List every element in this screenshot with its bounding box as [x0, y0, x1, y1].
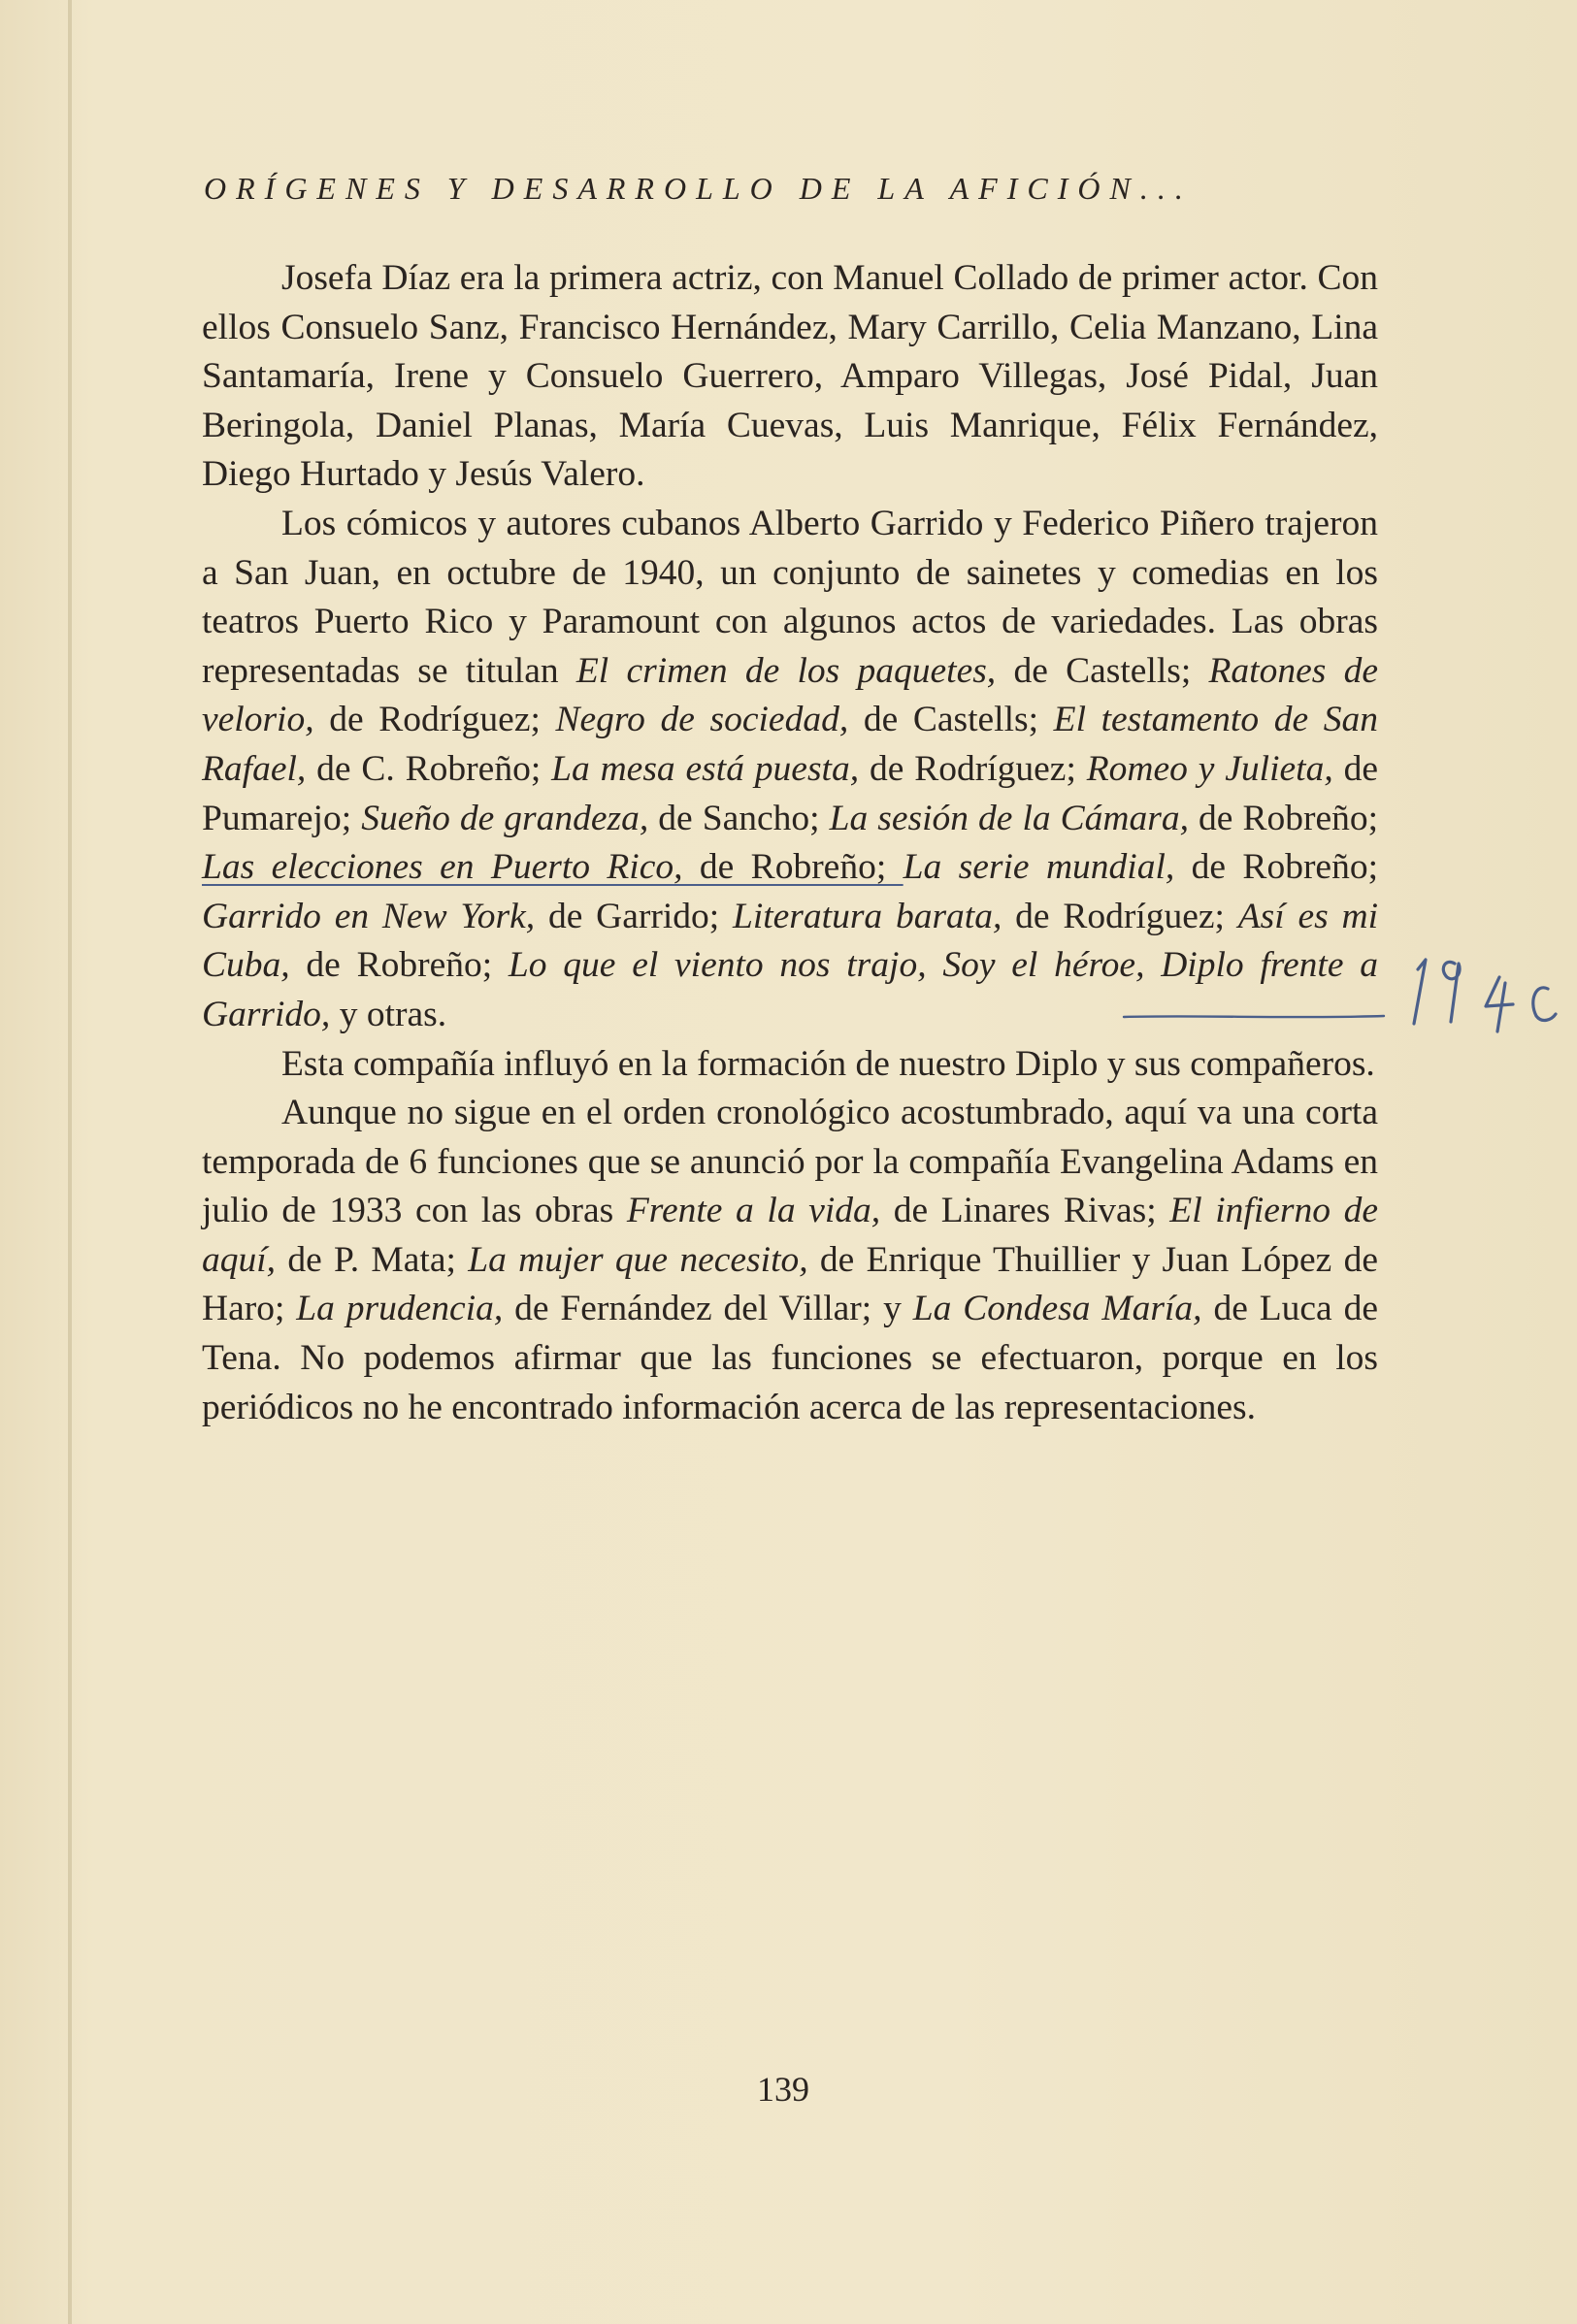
running-head: ORÍGENES Y DESARROLLO DE LA AFICIÓN... [204, 171, 1193, 206]
binding-edge [68, 0, 72, 2324]
text-run: de Rodríguez; [313, 700, 556, 740]
work-title: La prudencia, [296, 1289, 504, 1329]
text-run: de Robreño; [1174, 847, 1378, 888]
paragraph-cuban-company [202, 500, 1378, 1040]
text-run: de Castells; [848, 700, 1054, 740]
text-run: de P. Mata; [276, 1239, 469, 1280]
paragraph-cast-list: Josefa Díaz era la primera actriz, con Manuel Collado de primer actor. Con ellos Consuelo Sanz, Francisco Hernández, Mary Carrillo, Celia Manzano, Lina Santamaría, Irene y Consuelo Guerrero, Amparo Villegas, José Pidal, Juan Beringola, Daniel Planas, María Cuevas, Luis Manrique, Félix Fernández, Diego Hurtado y Jesús Valero. [202, 258, 1378, 495]
work-title: Sueño de grandeza, [361, 798, 649, 838]
text-run: de Sancho; [648, 798, 830, 838]
work-title: La sesión de la Cámara, [829, 798, 1189, 838]
work-title: El testamento de San Rafael, [202, 700, 1378, 789]
work-title: El infierno de aquí, [202, 1191, 1378, 1280]
work-title: Negro de sociedad, [555, 700, 849, 740]
text-run: de Linares Rivas; [880, 1191, 1170, 1231]
work-title: Romeo y Julieta, [1086, 748, 1333, 789]
text-run: de Castells; [996, 650, 1209, 691]
text-run: de Luca de Tena. No podemos afirmar que las funciones se efectuaron, porque en los periódicos no he encontrado información acerca de las representaciones. [202, 1289, 1378, 1427]
text-run: Aunque no sigue en el orden cronológico acostumbrado, aquí va una corta temporada de 6 funciones que se anunció por la compañía Evangelina Adams en julio de 1933 con las obras [202, 1093, 1378, 1231]
text-run: de Robreño; [1188, 798, 1379, 838]
paragraph-influence: Esta compañía influyó en la formación de nuestro Diplo y sus compañeros. [281, 1043, 1375, 1084]
text-run: de Garrido; [535, 896, 733, 936]
work-title: Lo que el viento nos trajo, Soy el héroe, Diplo frente a Garrido, [202, 945, 1378, 1034]
body-text [202, 254, 1378, 1432]
work-title: La mujer que necesito, [468, 1239, 808, 1280]
work-title: La mesa está puesta, [551, 748, 860, 789]
work-title: Ratones de velorio, [202, 650, 1378, 740]
work-title: Garrido en New York, [202, 896, 536, 936]
text-run: y otras. [330, 994, 447, 1034]
work-title: Literatura barata, [732, 896, 1002, 936]
work-title: La Condesa María, [912, 1289, 1202, 1329]
page-number: 139 [757, 2070, 809, 2109]
text-run: de Enrique Thuillier y Juan López de Haro; [202, 1239, 1378, 1329]
handwritten-year-annotation [1404, 927, 1569, 1033]
work-title: Frente a la vida, [626, 1191, 881, 1231]
text-run: de Robreño; [289, 945, 509, 986]
text-run: Los cómicos y autores cubanos Alberto Garrido y Federico Piñero trajeron a San Juan, en octubre de 1940, un conjunto de sainetes y comedias en los teatros Puerto Rico y Paramount con algunos actos de variedades. Las obras representadas se titulan [202, 503, 1378, 691]
work-title: El crimen de los paquetes, [575, 650, 997, 691]
work-title: La serie mundial, [903, 847, 1175, 888]
work-title: Así es mi Cuba, [202, 896, 1378, 986]
text-run: de Rodríguez; [859, 748, 1087, 789]
text-run-underlined: de Robreño; [682, 847, 903, 888]
text-run: de Fernández del Villar; y [503, 1289, 913, 1329]
paragraph-adams-company [202, 1089, 1378, 1432]
text-run: de Rodríguez; [1002, 896, 1238, 936]
text-run: de C. Robreño; [306, 748, 552, 789]
ink-underline-stroke [1122, 1011, 1386, 1023]
work-title-underlined: Las elecciones en Puerto Rico, [202, 847, 683, 888]
text-run: de Pumarejo; [202, 748, 1378, 838]
